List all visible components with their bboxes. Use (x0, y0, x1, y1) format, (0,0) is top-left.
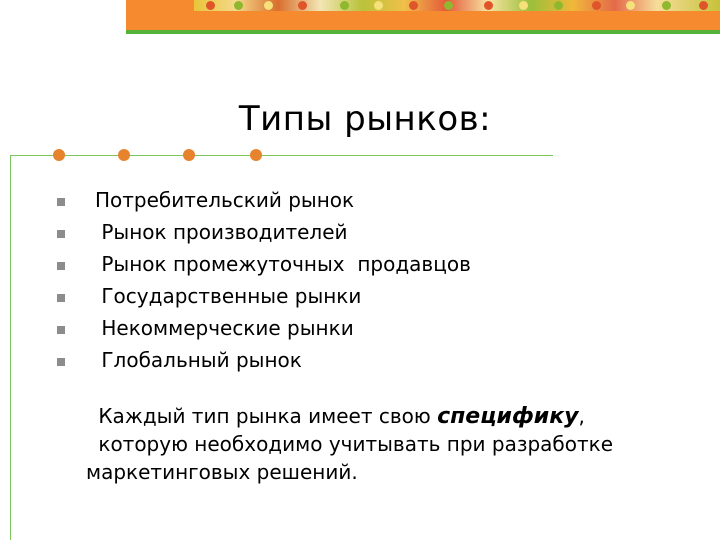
square-bullet-icon (57, 230, 65, 238)
square-bullet-icon (57, 262, 65, 270)
decor-dot (183, 149, 195, 161)
square-bullet-icon (57, 358, 65, 366)
note-line: маркетинговых решений. (86, 460, 358, 484)
decor-dot (118, 149, 130, 161)
list-item-text: Государственные рынки (95, 284, 362, 308)
floral-strip-image (194, 0, 720, 11)
decor-dot (53, 149, 65, 161)
list-item-text: Некоммерческие рынки (95, 316, 354, 340)
square-bullet-icon (57, 294, 65, 302)
green-rule (126, 30, 720, 34)
title-underline (10, 155, 553, 156)
slide-title: Типы рынков: (238, 98, 492, 139)
note-emphasis: специфику (437, 404, 579, 429)
note-paragraph (86, 402, 686, 486)
note-line (86, 402, 686, 430)
left-vertical-line (10, 155, 11, 540)
square-bullet-icon (57, 326, 65, 334)
list-item-text: Глобальный рынок (95, 348, 302, 372)
list-item-text: Рынок промежуточных продавцов (95, 252, 471, 276)
note-text: , (578, 404, 585, 428)
list-item-text: Рынок производителей (95, 220, 348, 244)
note-text: Каждый тип рынка имеет свою (92, 404, 438, 428)
top-decor-band (126, 0, 720, 30)
list-item-text: Потребительский рынок (95, 188, 355, 212)
decor-dot (250, 149, 262, 161)
note-line: которую необходимо учитывать при разработке (92, 432, 614, 456)
square-bullet-icon (57, 198, 65, 206)
